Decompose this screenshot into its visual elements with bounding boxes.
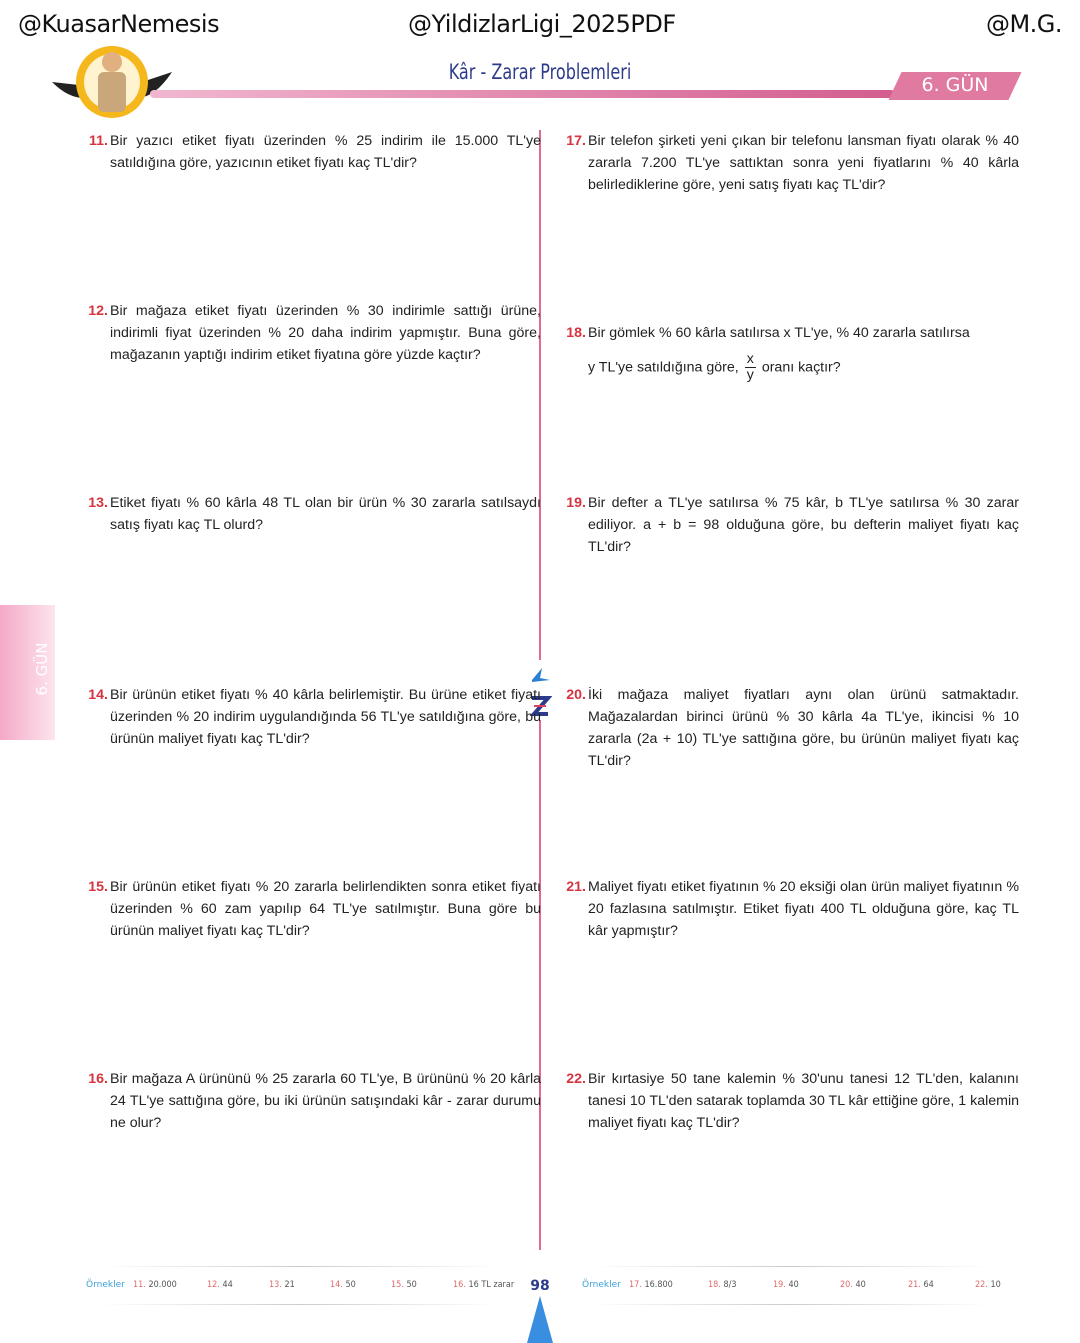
answer-value: 16 TL zarar: [468, 1280, 515, 1290]
column-divider: [539, 720, 541, 1250]
answer-22: [975, 1280, 1001, 1290]
answer-12: [207, 1280, 233, 1290]
answer-value: 64: [923, 1280, 934, 1290]
question-number: 14.: [88, 687, 108, 703]
question-number: 21.: [566, 879, 586, 895]
question-text: Bir ürünün etiket fiyatı % 40 kârla belirlemiştir. Bu ürüne etiket fiyatı üzerinden % 20 indirim uygulandığında 56 TL'ye satıldığına göre, bu ürünün maliyet fiyatı kaç TL'dir?: [110, 687, 541, 747]
question-number: 13.: [88, 495, 108, 511]
question-text: İki mağaza maliyet fiyatları aynı olan ürünü satmaktadır. Mağazalardan birinci ürünü % 30 kârla 4a TL'ye, ikincisi % 10 zararla (2a + 10) TL'ye sattığına göre, bu ürünün maliyet fiyatı kaç TL'dir?: [588, 687, 1019, 769]
answer-value: 40: [855, 1280, 866, 1290]
watermark-right: @M.G.: [985, 10, 1062, 38]
question-number: 11.: [89, 133, 108, 149]
question-number: 19.: [566, 495, 586, 511]
answers-rule: [100, 1266, 500, 1267]
answer-19: [773, 1280, 799, 1290]
answer-13: [269, 1280, 295, 1290]
question-text: y TL'ye satıldığına göre,: [588, 359, 739, 376]
column-divider: [539, 130, 541, 660]
question-text: Bir kırtasiye 50 tane kalemin % 30'unu tanesi 12 TL'den, kalanını tanesi 10 TL'den satarak toplamda 30 TL kâr ettiğine göre, 1 kalemin maliyet fiyatı kaç TL'dir?: [588, 1071, 1019, 1131]
question-11: [89, 130, 541, 174]
answer-value: 20.000: [148, 1280, 177, 1290]
answer-value: 8/3: [723, 1280, 737, 1290]
answer-value: 21: [284, 1280, 295, 1290]
question-text: Bir yazıcı etiket fiyatı üzerinden % 25 indirim ile 15.000 TL'ye satıldığına göre, yazıcının etiket fiyatı kaç TL'dir?: [110, 133, 541, 171]
answer-18: [708, 1280, 736, 1290]
answer-number: 20.: [840, 1280, 853, 1290]
answers-label: Örnekler: [86, 1280, 125, 1290]
answer-number: 17.: [629, 1280, 642, 1290]
answer-number: 16.: [453, 1280, 466, 1290]
answer-number: 14.: [330, 1280, 343, 1290]
question-19: [566, 492, 1019, 558]
question-text: Etiket fiyatı % 60 kârla 48 TL olan bir ürün % 30 zararla satılsaydı satış fiyatı kaç TL olurd?: [110, 495, 541, 533]
question-number: 22.: [566, 1071, 586, 1087]
question-22: [566, 1068, 1019, 1134]
question-number: 20.: [566, 687, 586, 703]
fraction-numerator: x: [746, 351, 754, 367]
side-tab-label: 6. GÜN: [33, 642, 51, 696]
question-21: [566, 876, 1019, 942]
header-bar: [150, 90, 895, 98]
answer-number: 15.: [391, 1280, 404, 1290]
question-text: Maliyet fiyatı etiket fiyatının % 20 eksiği olan ürün maliyet fiyatının % 20 fazlasına satılmıştır. Etiket fiyatı 400 TL olduğuna göre, kaç TL kâr yapmıştır?: [588, 879, 1019, 939]
answer-number: 11.: [133, 1280, 146, 1290]
answer-11: [133, 1280, 177, 1290]
question-text: Bir mağaza etiket fiyatı üzerinden % 30 indirimle sattığı ürüne, indirimli fiyat üzerinden % 20 daha indirim yapmıştır. Buna göre, mağazanın yaptığı indirim etiket fiyatına göre yüzde kaçtır?: [110, 303, 541, 363]
answer-number: 22.: [975, 1280, 988, 1290]
question-text: Bir telefon şirketi yeni çıkan bir telefonu lansman fiyatı olarak % 40 zararla 7.200 TL'ye sattıktan sonra yeni fiyatlarını % 40 kârla belirlediklerine göre, yeni satış fiyatı kaç TL'dir?: [588, 133, 1019, 193]
page-arrow-icon: [527, 1296, 553, 1343]
answers-rule: [590, 1304, 990, 1305]
page-number: 98: [530, 1278, 550, 1294]
answers-label: Örnekler: [582, 1280, 621, 1290]
question-number: 17.: [566, 133, 586, 149]
answer-value: 50: [345, 1280, 356, 1290]
question-text: Bir defter a TL'ye satılırsa % 75 kâr, b TL'ye satılırsa % 30 zarar ediliyor. a + b = 98 olduğuna göre, bu defterin maliyet fiyatı kaç TL'dir?: [588, 495, 1019, 555]
day-badge-label: 6. GÜN: [921, 74, 989, 96]
question-line-2: [588, 352, 1019, 383]
answers-rule: [100, 1304, 500, 1305]
question-number: 15.: [88, 879, 108, 895]
question-text: oranı kaçtır?: [761, 359, 841, 376]
answer-14: [330, 1280, 356, 1290]
question-13: [88, 492, 541, 536]
answer-16: [453, 1280, 514, 1290]
question-18: [566, 322, 1019, 383]
watermark-center: @YildizlarLigi_2025PDF: [408, 10, 676, 38]
question-15: [88, 876, 541, 942]
watermark-left: @KuasarNemesis: [18, 10, 220, 38]
answers-rule: [590, 1266, 990, 1267]
answer-value: 50: [406, 1280, 417, 1290]
fraction-x-over-y: [745, 352, 756, 383]
answer-20: [840, 1280, 866, 1290]
question-text: Bir ürünün etiket fiyatı % 20 zararla belirlendikten sonra etiket fiyatı üzerinden % 60 zam yapılıp 64 TL'ye satılmıştır. Buna göre bu ürünün maliyet fiyatı kaç TL'dir?: [110, 879, 541, 939]
question-number: 18.: [566, 325, 586, 341]
answer-21: [908, 1280, 934, 1290]
question-number: 16.: [88, 1071, 108, 1087]
question-text: Bir mağaza A ürününü % 25 zararla 60 TL'ye, B ürününü % 20 kârla 24 TL'ye sattığına göre, bu iki ürünün satışındaki kâr - zarar durumu ne olur?: [110, 1071, 541, 1131]
question-number: 12.: [88, 303, 108, 319]
question-text: Bir gömlek % 60 kârla satılırsa x TL'ye, % 40 zararla satılırsa: [588, 325, 970, 341]
question-16: [88, 1068, 541, 1134]
answer-value: 16.800: [644, 1280, 673, 1290]
answer-15: [391, 1280, 417, 1290]
answer-number: 19.: [773, 1280, 786, 1290]
question-12: [88, 300, 541, 366]
answer-value: 44: [222, 1280, 233, 1290]
answer-value: 40: [788, 1280, 799, 1290]
page-title: Kâr - Zarar Problemleri: [448, 60, 632, 84]
answer-number: 13.: [269, 1280, 282, 1290]
answer-number: 18.: [708, 1280, 721, 1290]
answer-value: 10: [990, 1280, 1001, 1290]
answer-number: 12.: [207, 1280, 220, 1290]
question-14: [88, 684, 541, 750]
answer-17: [629, 1280, 673, 1290]
answer-number: 21.: [908, 1280, 921, 1290]
fraction-denominator: y: [746, 367, 754, 383]
question-20: [566, 684, 1019, 772]
question-17: [566, 130, 1019, 196]
